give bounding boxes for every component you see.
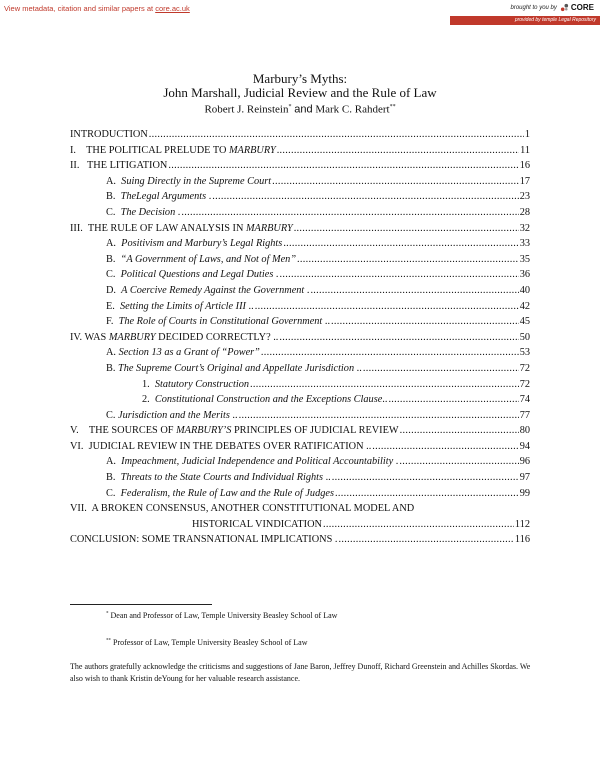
table-of-contents [70,129,530,550]
toc-entry[interactable]: B. The Supreme Court’s Original and Appellate Jurisdiction .. ..... 72 [70,363,530,379]
author-2: Mark C. Rahdert [315,103,390,116]
toc-entry[interactable]: B. “A Government of Laws, and Not of Men” ..... 35 [70,254,530,270]
toc-entry[interactable]: V. THE SOURCES OF MARBURY’S PRINCIPLES OF JUDICIAL REVIEW ..... 80 [70,425,530,441]
author-1: Robert J. Reinstein [204,103,289,116]
authors-line [0,101,600,116]
toc-entry[interactable]: B. Threats to the State Courts and Individual Rights .. ..... 97 [70,472,530,488]
core-branding [511,3,595,12]
toc-entry[interactable]: I. THE POLITICAL PRELUDE TO MARBURY ..... 11 [70,145,530,161]
toc-entry[interactable]: III. THE RULE OF LAW ANALYSIS IN MARBURY ..... 32 [70,223,530,239]
toc-entry[interactable]: IV. WAS MARBURY DECIDED CORRECTLY? .. ..... 50 [70,332,530,348]
toc-entry[interactable]: VII. A BROKEN CONSENSUS, ANOTHER CONSTITUTIONAL MODEL AND [70,503,415,515]
footnote-1: * Dean and Professor of Law, Temple University Beasley School of Law [106,611,338,620]
toc-entry[interactable]: A. Impeachment, Judicial Independence and Political Accountability . ..... 96 [70,456,530,472]
toc-entry[interactable]: C. Jurisdiction and the Merits .. ..... 77 [70,410,530,426]
toc-entry[interactable]: C. Federalism, the Rule of Law and the Rule of Judges ..... 99 [70,488,530,504]
core-metadata-link[interactable]: View metadata, citation and similar papers at core.ac.uk [4,4,190,13]
paper-title: Marbury’s Myths: [252,71,348,86]
footnote-divider [70,604,212,605]
toc-entry[interactable]: 1. Statutory Construction ..... 72 [70,379,530,395]
toc-entry[interactable]: C. Political Questions and Legal Duties . ..... 36 [70,269,530,285]
toc-entry[interactable]: B. TheLegal Arguments . ..... 23 [70,191,530,207]
provided-by-banner[interactable]: provided by temple Legal Repository [450,16,600,25]
footnote-2: ** Professor of Law, Temple University Beasley School of Law [106,638,308,647]
toc-entry[interactable]: C. The Decision . ..... 28 [70,207,530,223]
authors-conjunction: and [294,103,313,116]
author-2-footnote-mark: ** [389,104,396,110]
brought-to-you-text: brought to you by [510,4,557,11]
toc-entry[interactable]: VI. JUDICIAL REVIEW IN THE DEBATES OVER RATIFICATION .. ..... 94 [70,441,530,457]
toc-entry[interactable]: 2. Constitutional Construction and the Exceptions Clause.. ..... 74 [70,394,530,410]
core-header [0,0,600,26]
acknowledgment-text: The authors gratefully acknowledge the criticisms and suggestions of Jane Baron, Jeffrey Dunoff, Richard Greenstein and Achilles Skordas. We also wish to thank Kristin deYoung for her valuable research assistance. [70,662,531,683]
toc-entry[interactable]: A. Positivism and Marbury’s Legal Rights ..... 33 [70,238,530,254]
toc-entry[interactable]: INTRODUCTION ..... 1 [70,129,530,145]
toc-entry[interactable]: II. THE LITIGATION ..... 16 [70,160,530,176]
core-logo-icon [560,3,569,12]
toc-entry[interactable]: A. Suing Directly in the Supreme Court ..... 17 [70,176,530,192]
core-logo[interactable]: CORE [560,3,594,12]
paper-subtitle: John Marshall, Judicial Review and the Rule of Law [163,85,437,100]
toc-entry[interactable]: CONCLUSION: SOME TRANSNATIONAL IMPLICATIONS . ..... 116 [70,534,530,550]
toc-entry[interactable]: E. Setting the Limits of Article III .. ..... 42 [70,301,530,317]
toc-entry[interactable]: D. A Coercive Remedy Against the Government . ..... 40 [70,285,530,301]
toc-entry[interactable]: A. Section 13 as a Grant of “Power” ..... 53 [70,347,530,363]
toc-entry-continuation[interactable]: HISTORICAL VINDICATION ..... 112 [70,519,530,535]
title-block [0,72,600,116]
toc-entry[interactable]: F. The Role of Courts in Constitutional Government .. ..... 45 [70,316,530,332]
author-1-footnote-mark: * [288,104,292,110]
